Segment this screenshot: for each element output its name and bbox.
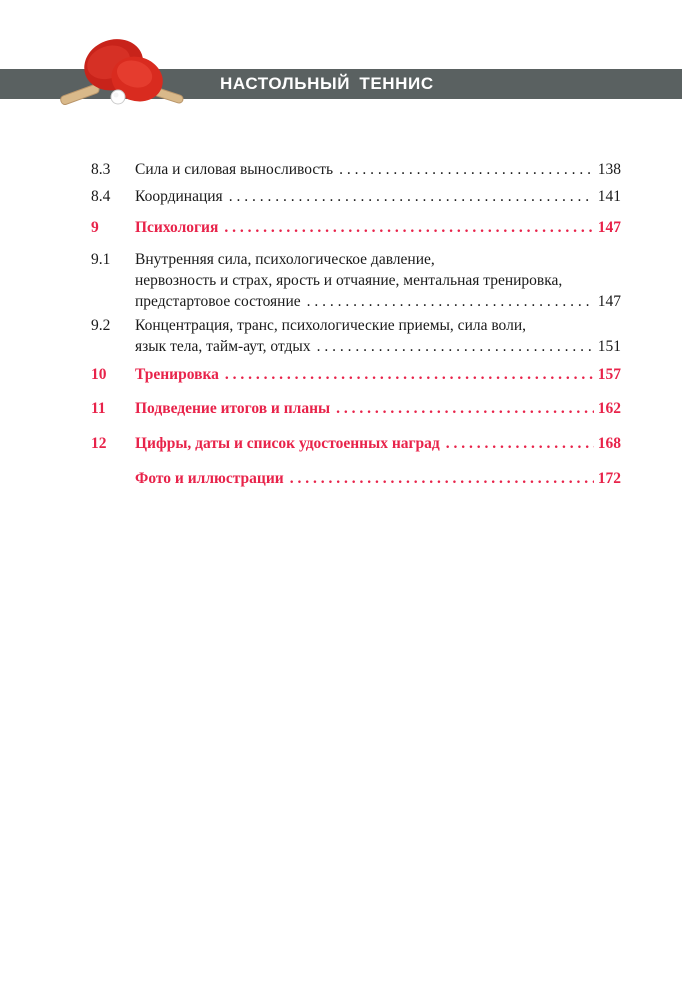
dot-leader bbox=[225, 364, 594, 385]
toc-entry-number: 10 bbox=[91, 366, 107, 383]
toc-page-number: 138 bbox=[597, 161, 621, 178]
toc-entry-title: Цифры, даты и список удостоенных наград bbox=[135, 435, 440, 452]
toc-chapter-entry[interactable] bbox=[91, 398, 621, 419]
toc-entry-title: Психология bbox=[135, 219, 219, 236]
book-title: НАСТОЛЬНЫЙ ТЕННИС bbox=[220, 74, 434, 93]
toc-entry-title: Подведение итогов и планы bbox=[135, 400, 331, 417]
toc-entry-title: Координация bbox=[135, 188, 223, 205]
toc-chapter-entry[interactable] bbox=[91, 468, 621, 489]
toc-entry-number: 8.3 bbox=[91, 161, 111, 178]
toc-page-number: 162 bbox=[597, 400, 621, 417]
dot-leader bbox=[336, 398, 594, 419]
toc-page-number: 147 bbox=[597, 293, 621, 310]
dot-leader bbox=[446, 433, 594, 454]
table-tennis-paddles-icon bbox=[45, 30, 185, 120]
toc-entry-title: Фото и иллюстрации bbox=[135, 470, 284, 487]
toc-entry[interactable] bbox=[91, 186, 621, 207]
toc-page-number: 151 bbox=[597, 338, 621, 355]
dot-leader bbox=[317, 336, 594, 357]
toc-entry[interactable] bbox=[91, 159, 621, 180]
toc-page-number: 172 bbox=[597, 470, 621, 487]
toc-entry-title-line: язык тела, тайм-аут, отдых bbox=[135, 338, 311, 355]
toc-entry-number: 9.1 bbox=[91, 251, 111, 268]
toc-page-number: 157 bbox=[597, 366, 621, 383]
toc-chapter-entry[interactable] bbox=[91, 364, 621, 385]
toc-chapter-entry[interactable] bbox=[91, 217, 621, 238]
toc-entry[interactable] bbox=[91, 249, 621, 312]
toc-entry-title: Тренировка bbox=[135, 366, 219, 383]
toc-entry-number: 11 bbox=[91, 400, 106, 417]
dot-leader bbox=[224, 217, 593, 238]
toc-entry-title-line: нервозность и страх, ярость и отчаяние, ментальная тренировка, bbox=[135, 272, 563, 289]
toc-page-number: 141 bbox=[597, 188, 621, 205]
toc-entry-title-line: предстартовое состояние bbox=[135, 293, 301, 310]
toc-entry-title-line: Внутренняя сила, психологическое давление, bbox=[135, 251, 435, 268]
toc-entry-number: 9.2 bbox=[91, 317, 111, 334]
dot-leader bbox=[307, 291, 594, 312]
toc-chapter-entry[interactable] bbox=[91, 433, 621, 454]
toc-entry-number: 12 bbox=[91, 435, 107, 452]
toc-entry-number: 9 bbox=[91, 219, 99, 236]
dot-leader bbox=[229, 186, 594, 207]
toc-page-number: 147 bbox=[597, 219, 621, 236]
toc-page-number: 168 bbox=[597, 435, 621, 452]
toc-entry-number: 8.4 bbox=[91, 188, 111, 205]
dot-leader bbox=[339, 159, 594, 180]
dot-leader bbox=[290, 468, 594, 489]
toc-entry-title: Сила и силовая выносливость bbox=[135, 161, 334, 178]
toc-entry[interactable] bbox=[91, 315, 621, 357]
toc-entry-title-line: Концентрация, транс, психологические приемы, сила воли, bbox=[135, 317, 527, 334]
